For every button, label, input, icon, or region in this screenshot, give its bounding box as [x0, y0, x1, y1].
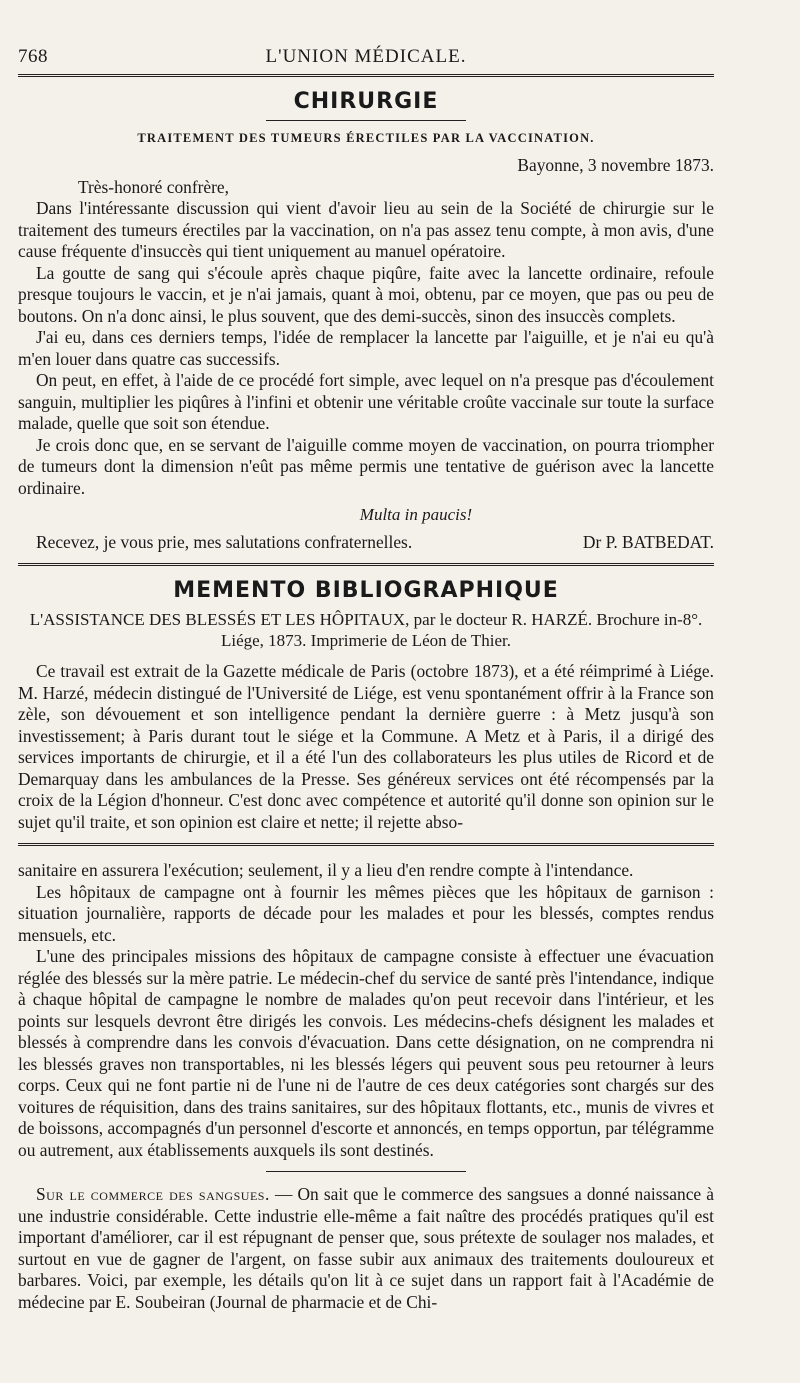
page-header: [18, 40, 714, 74]
article-title: TRAITEMENT DES TUMEURS ÉRECTILES PAR LA VACCINATION.: [137, 131, 595, 145]
sangsues-paragraph: [18, 1184, 714, 1313]
reference-line: L'ASSISTANCE DES BLESSÉS ET LES HÔPITAUX, par le docteur R. HARZÉ. Brochure in-8°.: [29, 610, 703, 629]
continuation-paragraph: sanitaire en assurera l'exécution; seulement, il y a lieu d'en rendre compte à l'intendance.: [18, 860, 634, 880]
section-rule: [18, 563, 714, 566]
letter-paragraph: On peut, en effet, à l'aide de ce procédé fort simple, avec lequel on n'a presque pas d'écoulement sanguin, multiplier les piqûres à l'infini et obtenir une véritable croûte vaccinale sur toute la surface malade, quelle que soit son étendue.: [18, 370, 714, 433]
dateline: Bayonne, 3 novembre 1873.: [517, 155, 714, 175]
header-rule: [18, 74, 714, 77]
review-paragraph: Ce travail est extrait de la Gazette médicale de Paris (octobre 1873), et a été réimprimé à Liége. M. Harzé, médecin distingué de l'Université de Liége, est venu spontanément offrir à la France son zèle, son dévouement et son intelligence pendant la dernière guerre : à Metz jusqu'à son investissement; à Paris durant tout le siége et la Commune. A Metz et à Paris, il a dirigé des services importants de chirurgie, et il a été l'un des collaborateurs les plus utiles de Ricord et de Demarquay dans les ambulances de la Presse. Ses généreux services ont été récompensés par la croix de la Légion d'honneur. C'est donc avec compétence et autorité qu'il donne son opinion sur le sujet qu'il traite, et son opinion est claire et nette; il rejette abso-: [18, 661, 714, 832]
motto: Multa in paucis!: [359, 505, 473, 524]
closing: Recevez, je vous prie, mes salutations confraternelles.: [36, 532, 413, 552]
letter-paragraph: J'ai eu, dans ces derniers temps, l'idée de remplacer la lancette par l'aiguille, et je n'ai eu qu'à m'en louer dans quatre cas successifs.: [18, 327, 714, 369]
letter-paragraph: Je crois donc que, en se servant de l'aiguille comme moyen de vaccination, on pourra triompher de tumeurs dont la dimension n'eût pas même permis une tentative de guérison avec la lancette ordinaire.: [18, 434, 714, 498]
salutation: Très-honoré confrère,: [78, 177, 229, 197]
letter-paragraph: La goutte de sang qui s'écoule après chaque piqûre, faite avec la lancette ordinaire, refoule presque toujours le vaccin, et je n'ai jamais, quant à moi, obtenu, par ce moyen, que pas ou peu de boutons. On n'a donc ainsi, le plus souvent, que des demi-succès, sinon des insuccès complets.: [18, 262, 714, 326]
sangsues-subhead: Sur le commerce des sangsues.: [36, 1184, 270, 1204]
heading-divider: [266, 120, 466, 121]
bibliographic-reference: [18, 609, 714, 651]
page: [18, 40, 714, 1313]
signoff: [18, 531, 714, 553]
page-number: 768: [18, 46, 48, 67]
sangsues-text: — On sait que le commerce des sangsues a donné naissance à une industrie considérable. Cette industrie elle-même a fait naître des procédés pratiques qu'il est important d'améliorer, car il est répugnant de penser que, sous prétexte de soulager nos malades, et surtout en vue de gagner de l'argent, on fasse subir aux animaux des traitements douloureux et barbares. Voici, par exemple, les détails qu'on lit à ce sujet dans un rapport fait à l'Académie de médecine par E. Soubeiran (Journal de pharmacie et de Chi-: [18, 1184, 714, 1312]
running-title: L'UNION MÉDICALE.: [265, 46, 467, 67]
signature: Dr P. BATBEDAT.: [582, 532, 714, 552]
continuation-paragraph: L'une des principales missions des hôpitaux de campagne consiste à effectuer une évacuation réglée des blessés sur la mère patrie. Le médecin-chef du service de santé près l'intendance, indique à chaque hôpital de campagne le nombre de malades qu'on peut recevoir dans l'intérieur, et les points sur lesquels devront être dirigés les convois. Les médecins-chefs désignent les malades et blessés à comprendre dans les convois d'évacuation. Dans cette désignation, on ne comprendra ni les blessés graves non transportables, ni les blessés légers qui peuvent sous peu retourner à leurs corps. Ceux qui ne font partie ni de l'une ni de l'autre de ces deux catégories sont chargés sur des voitures de réquisition, dans des trains sanitaires, sur des hôpitaux flottants, etc., munis de vivres et de boissons, accompagnés d'un personnel d'escorte et annoncés, en temps opportun, par télégramme ou autrement, aux établissements auxquels ils sont destinés.: [18, 946, 714, 1160]
section-heading-chirurgie: CHIRURGIE: [293, 89, 439, 114]
reference-line: Liége, 1873. Imprimerie de Léon de Thier.: [220, 631, 511, 650]
continuation-paragraph: Les hôpitaux de campagne ont à fournir les mêmes pièces que les hôpitaux de garnison : situation journalière, rapports de décade pour les malades et pour les blessés, comptes rendus mensuels, etc.: [18, 881, 714, 945]
section-heading-memento: MEMENTO BIBLIOGRAPHIQUE: [173, 578, 559, 603]
letter-paragraph: Dans l'intéressante discussion qui vient d'avoir lieu au sein de la Société de chirurgie sur le traitement des tumeurs érectiles par la vaccination, on n'a pas assez tenu compte, à mon avis, d'une cause fréquente d'insuccès qui tient uniquement au manuel opératoire.: [18, 198, 714, 261]
